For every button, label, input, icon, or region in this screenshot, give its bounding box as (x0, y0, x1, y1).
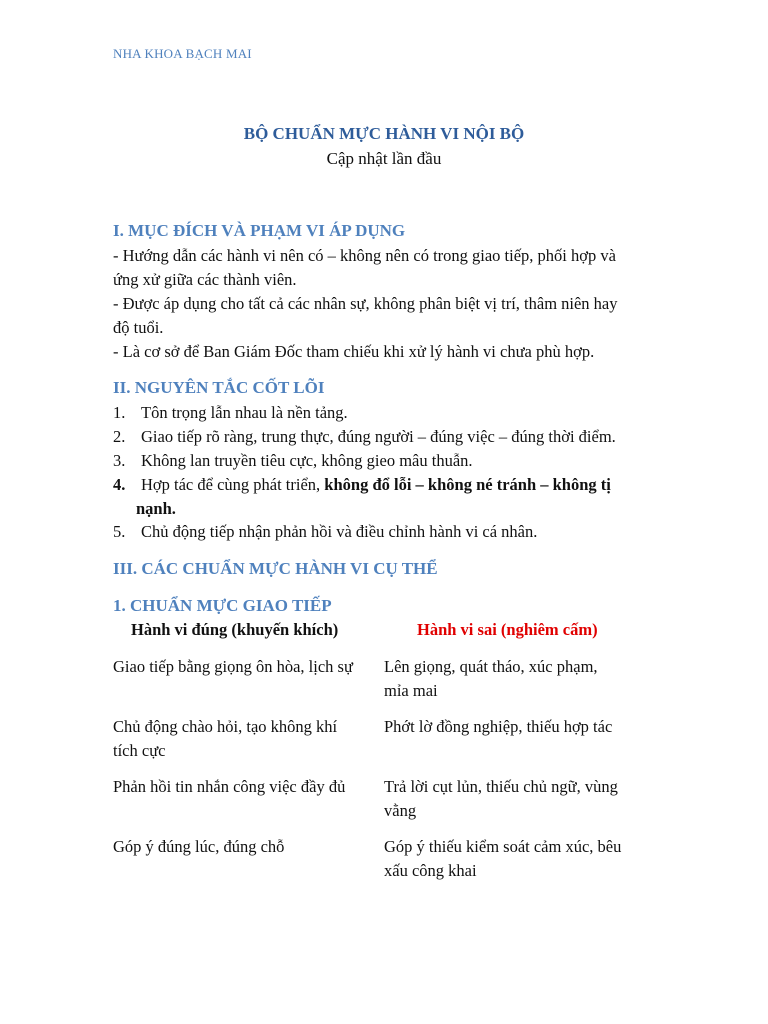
table-cell-bad: Lên giọng, quát tháo, xúc phạm, (384, 657, 598, 676)
list-text: Hợp tác để cùng phát triển, (141, 475, 325, 494)
section-2-heading: II. NGUYÊN TẮC CỐT LÕI (113, 378, 325, 397)
list-number: 5. (113, 522, 126, 541)
list-text: Không lan truyền tiêu cực, không gieo mâu thuẫn. (141, 451, 473, 470)
table-cell-bad: Phớt lờ đồng nghiệp, thiếu hợp tác (384, 717, 613, 736)
table-cell-good: Chủ động chào hỏi, tạo không khí (113, 717, 338, 736)
section-1-line-2a: - Được áp dụng cho tất cả các nhân sự, không phân biệt vị trí, thâm niên hay (113, 294, 618, 313)
principle-item (113, 449, 653, 473)
list-text-bold-continuation: nạnh. (136, 499, 176, 518)
list-number: 3. (113, 451, 126, 470)
document-title: BỘ CHUẨN MỰC HÀNH VI NỘI BỘ (243, 124, 525, 143)
section-1-line-1a: - Hướng dẫn các hành vi nên có – không nên có trong giao tiếp, phối hợp và (113, 246, 616, 265)
column-header-good: Hành vi đúng (khuyến khích) (131, 620, 339, 639)
principle-item (113, 401, 653, 425)
list-text: Tôn trọng lẫn nhau là nền tảng. (141, 403, 348, 422)
header-org-name: NHA KHOA BẠCH MAI (113, 46, 252, 61)
document-subtitle: Cập nhật lần đầu (326, 149, 442, 168)
table-cell-good-cont: tích cực (113, 741, 166, 760)
table-cell-bad-cont: xấu công khai (384, 861, 477, 880)
principle-item (113, 473, 653, 497)
table-cell-bad: Trả lời cụt lủn, thiếu chủ ngữ, vùng (384, 777, 618, 796)
table-cell-bad-cont: vằng (384, 801, 417, 820)
table-cell-good: Góp ý đúng lúc, đúng chỗ (113, 837, 285, 856)
principle-item (113, 425, 653, 449)
list-text-bold: không đổ lỗi – không né tránh – không tị (324, 475, 611, 494)
section-1-line-3: - Là cơ sở để Ban Giám Đốc tham chiếu khi xử lý hành vi chưa phù hợp. (113, 342, 595, 361)
subsection-1-heading: 1. CHUẨN MỰC GIAO TIẾP (113, 596, 332, 615)
section-1-line-1b: ứng xử giữa các thành viên. (113, 270, 297, 289)
column-header-bad: Hành vi sai (nghiêm cấm) (417, 620, 598, 639)
list-text: Giao tiếp rõ ràng, trung thực, đúng người – đúng việc – đúng thời điểm. (141, 427, 616, 446)
section-3-heading: III. CÁC CHUẨN MỰC HÀNH VI CỤ THỂ (113, 559, 438, 578)
table-cell-bad-cont: mỉa mai (384, 681, 438, 700)
principle-item (113, 520, 653, 544)
table-cell-good: Phản hồi tin nhắn công việc đầy đủ (113, 777, 346, 796)
list-number: 4. (113, 475, 126, 494)
list-text: Chủ động tiếp nhận phản hồi và điều chỉnh hành vi cá nhân. (141, 522, 538, 541)
list-number: 2. (113, 427, 126, 446)
section-1-heading: I. MỤC ĐÍCH VÀ PHẠM VI ÁP DỤNG (113, 221, 406, 240)
list-number: 1. (113, 403, 126, 422)
table-cell-bad: Góp ý thiếu kiểm soát cảm xúc, bêu (384, 837, 622, 856)
table-cell-good: Giao tiếp bằng giọng ôn hòa, lịch sự (113, 657, 353, 676)
section-1-line-2b: độ tuổi. (113, 318, 164, 337)
